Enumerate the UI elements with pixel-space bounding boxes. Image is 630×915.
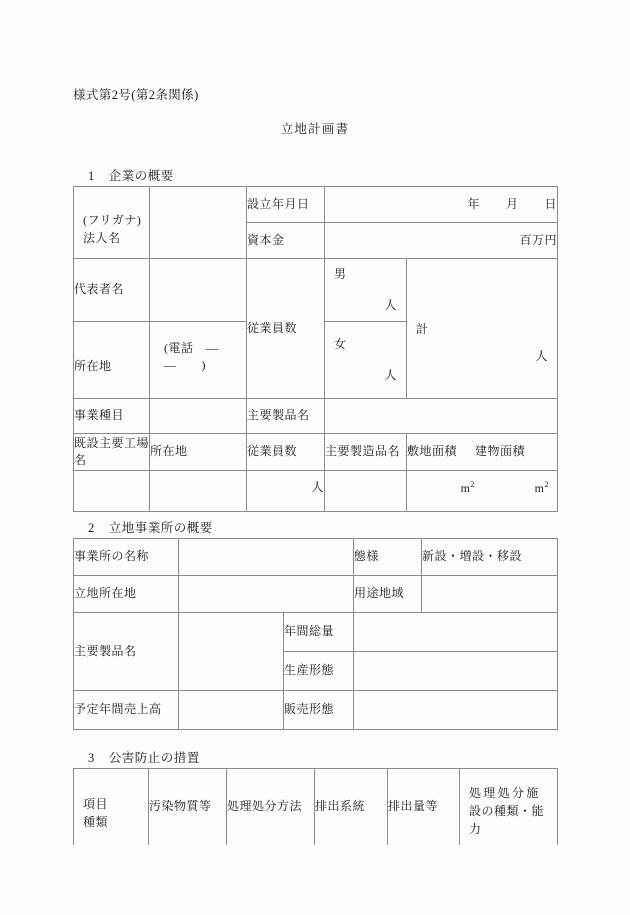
established-day: 日 [544, 196, 558, 211]
male-label: 男 [334, 266, 347, 281]
header-facility-line2: 設の種類・能 [469, 804, 545, 818]
field-capital[interactable] [325, 223, 558, 259]
corporate-name-label: 法人名 [83, 231, 121, 245]
capital-unit: 百万円 [519, 232, 558, 247]
cell-established-label: 設立年月日 [247, 187, 325, 223]
cell-corporate-name-label [74, 187, 150, 259]
cell-representative-label: 代表者名 [74, 259, 150, 322]
location-overview-table [73, 538, 558, 730]
header-treatment-method: 処理処分方法 [227, 769, 315, 846]
total-label: 計 [416, 321, 429, 336]
field-location-address[interactable] [179, 576, 354, 613]
page-title [0, 119, 630, 137]
cell-employees-label: 従業員数 [247, 259, 325, 399]
female-unit: 人 [384, 368, 397, 382]
field-office-name[interactable] [179, 539, 354, 576]
table-row [74, 613, 558, 652]
table-row [74, 399, 558, 434]
header-discharge-amount: 排出量等 [388, 769, 460, 846]
header-item-line1: 項目 [83, 797, 109, 811]
established-year: 年 [467, 196, 480, 211]
field-expected-sales[interactable] [179, 691, 284, 730]
header-site-building-area [407, 434, 558, 471]
header-item-line2: 種類 [83, 815, 109, 829]
field-zoning[interactable] [422, 576, 558, 613]
site-area-unit: $m^2$ [460, 479, 475, 495]
furigana-label: (フリガナ) [83, 213, 142, 227]
table-row-header [74, 434, 558, 471]
cell-business-type-label: 事業種目 [74, 399, 150, 434]
header-factory-address [150, 434, 247, 471]
header-facility-line3: 力 [469, 822, 482, 836]
field-main-product-2[interactable] [179, 613, 284, 691]
header-facility-type-capacity [460, 769, 558, 846]
pollution-control-table [73, 768, 558, 845]
field-factory-main-product[interactable] [325, 471, 407, 512]
section-label-3: 公害防止の措置 [108, 751, 200, 765]
field-representative-name[interactable] [150, 259, 247, 322]
section-heading-3 [88, 748, 200, 766]
header-facility-line1: 処理処分施 [469, 786, 541, 800]
table-row-header [74, 769, 558, 846]
cell-expected-sales-label: 予定年間売上高 [74, 691, 179, 730]
section-number-3: 3 [88, 751, 95, 765]
section-heading-2 [88, 518, 213, 536]
field-site-building-area[interactable] [407, 471, 558, 512]
field-corporate-name[interactable] [150, 187, 247, 259]
cell-office-name-label: 事業所の名称 [74, 539, 179, 576]
header-factory-employees: 従業員数 [247, 434, 325, 471]
field-factory-employees[interactable] [247, 471, 325, 512]
table-row [74, 259, 558, 322]
field-address[interactable] [150, 322, 247, 399]
cell-form-label: 態様 [354, 539, 422, 576]
field-annual-total[interactable] [354, 613, 558, 652]
field-main-product[interactable] [325, 399, 558, 434]
total-unit: 人 [535, 349, 549, 363]
male-unit: 人 [384, 298, 397, 312]
section-heading-1 [88, 166, 174, 184]
table-row [74, 471, 558, 512]
page-title-text: 立地計画書 [280, 122, 350, 136]
section-number-1: 1 [88, 169, 95, 183]
header-existing-factory-name: 既設主要工場名 [74, 434, 150, 471]
field-factory-address[interactable] [150, 471, 247, 512]
table-row [74, 187, 558, 223]
header-item-type [74, 769, 149, 846]
section-label-1: 企業の概要 [108, 169, 174, 183]
female-label: 女 [334, 336, 347, 351]
cell-zoning-label: 用途地域 [354, 576, 422, 613]
header-pollutants: 汚染物質等 [149, 769, 227, 846]
table-row [74, 691, 558, 730]
field-production-type[interactable] [354, 652, 558, 691]
factory-employees-unit: 人 [311, 480, 324, 495]
field-business-type[interactable] [150, 399, 247, 434]
cell-annual-total-label: 年間総量 [284, 613, 354, 652]
section-number-2: 2 [88, 521, 95, 535]
header-building-area: 建物面積 [475, 444, 526, 459]
header-factory-main-product: 主要製造品名 [325, 434, 407, 471]
header-discharge-system: 排出系統 [315, 769, 388, 846]
section-label-2: 立地事業所の概要 [108, 521, 213, 535]
table-row [74, 576, 558, 613]
table-row [74, 539, 558, 576]
form-number: 様式第2号(第2条関係) [73, 88, 199, 102]
cell-capital-label: 資本金 [247, 223, 325, 259]
cell-production-type-label: 生産形態 [284, 652, 354, 691]
cell-address-label: 所在地 [74, 322, 150, 399]
telephone-placeholder: (電話 — — ) [164, 340, 244, 372]
cell-main-product-label: 主要製品名 [247, 399, 325, 434]
cell-sales-type-label: 販売形態 [284, 691, 354, 730]
field-employees-total[interactable] [407, 259, 558, 399]
building-area-unit: $m^2$ [534, 479, 549, 495]
cell-main-product-label-2: 主要製品名 [74, 613, 179, 691]
company-overview-table [73, 186, 558, 512]
field-employees-female[interactable] [325, 322, 407, 399]
cell-location-address-label: 立地所在地 [74, 576, 179, 613]
established-month: 月 [506, 196, 519, 211]
field-employees-male[interactable] [325, 259, 407, 322]
field-sales-type[interactable] [354, 691, 558, 730]
header-site-area: 敷地面積 [407, 444, 458, 459]
field-form-value[interactable]: 新設・増設・移設 [422, 539, 558, 576]
field-existing-factory-name[interactable] [74, 471, 150, 512]
header-factory-address-text: 所在地 [150, 444, 188, 459]
field-established-date[interactable] [325, 187, 558, 223]
